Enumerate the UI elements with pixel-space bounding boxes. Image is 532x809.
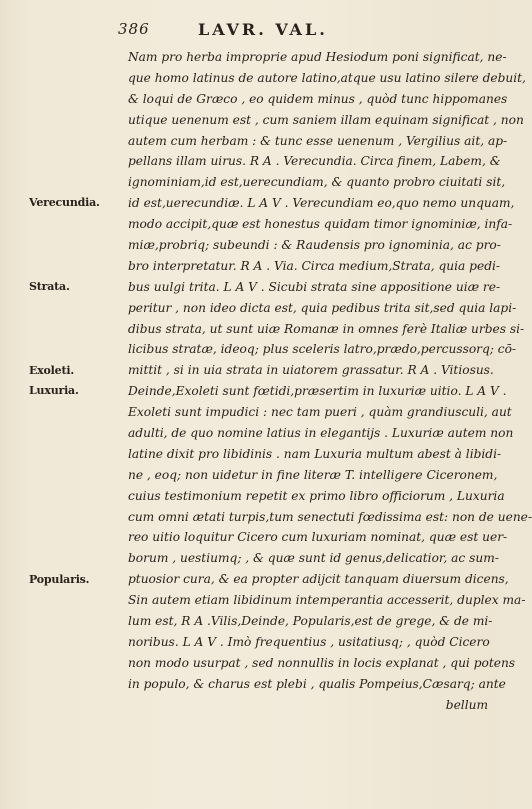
- margin-note: Verecundia.: [29, 196, 100, 210]
- text-line: adulti, de quo nomine latius in elegantijs . Luxuriæ autem non: [128, 426, 514, 441]
- text-line: autem cum herbam : & tunc esse uenenum , Vergilius ait, ap-: [128, 133, 508, 148]
- text-line: peritur , non ideo dicta est, quia pedibus trita sit,sed quia lapi-: [128, 300, 517, 315]
- text-line: modo accipit,quæ est honestus quidam timor ignominiæ, infa-: [128, 217, 513, 232]
- text-line: ptuosior cura, & ea propter adijcit tanquam diuersum dicens,: [128, 572, 509, 587]
- text-line: reo uitio loquitur Cicero cum luxuriam nominat, quæ est uer-: [128, 530, 508, 545]
- page-header: [118, 20, 488, 42]
- margin-note: Popularis.: [29, 572, 90, 586]
- text-line: bellum: [445, 697, 488, 712]
- text-line: lum est, R A .Vilis,Deinde, Popularis,est de grege, & de mi-: [128, 614, 493, 629]
- text-line: ne , eoq; non uidetur in fine literæ T. intelligere Ciceronem,: [128, 467, 498, 482]
- text-line: bus uulgi trita. L A V . Sicubi strata sine appositione uiæ re-: [128, 279, 501, 294]
- text-line: borum , uestiumq; , & quæ sunt id genus,delicatior, ac sum-: [128, 551, 499, 566]
- text-line: cum omni ætati turpis,tum senectuti fœdissima est: non de uene-: [128, 509, 532, 524]
- text-line: que homo latinus de autore latino,atque usu latino silere debuit,: [128, 70, 526, 85]
- page-number: 386: [118, 20, 150, 38]
- text-line: miæ,probriq; subeundi : & Raudensis pro ignominia, ac pro-: [128, 238, 501, 253]
- text-line: pellans illam uirus. R A . Verecundia. Circa finem, Labem, &: [128, 154, 501, 169]
- text-line: non modo usurpat , sed nonnullis in locis explanat , qui potens: [128, 655, 516, 670]
- text-line: id est,uerecundiæ. L A V . Verecundiam eo,quo nemo unquam,: [128, 196, 515, 211]
- text-line: mittit , si in uia strata in uiatorem grassatur. R A . Vitiosus.: [128, 363, 494, 378]
- text-line: in populo, & charus est plebi , qualis Pompeius,Cæsarq; ante: [128, 676, 506, 691]
- text-line: dibus strata, ut sunt uiæ Romanæ in omnes ferè Italiæ urbes si-: [128, 321, 525, 336]
- text-line: ignominiam,id est,uerecundiam, & quanto probro ciuitati sit,: [128, 175, 506, 190]
- text-line: Sin autem etiam libidinum intemperantia accesserit, duplex ma-: [128, 593, 526, 608]
- running-head: LAVR. VAL.: [198, 20, 328, 39]
- text-line: latine dixit pro libidinis . nam Luxuria multum abest à libidi-: [128, 446, 502, 461]
- text-line: licibus stratæ, ideoq; plus sceleris latro,prædo,percussorq; cō-: [128, 342, 517, 357]
- text-line: cuius testimonium repetit ex primo libro officiorum , Luxuria: [128, 488, 505, 503]
- margin-note: Exoleti.: [29, 363, 74, 377]
- text-line: & loqui de Græco , eo quidem minus , quòd tunc hippomanes: [128, 91, 508, 106]
- text-line: Nam pro herba improprie apud Hesiodum poni significat, ne-: [128, 50, 507, 64]
- body-text: [128, 47, 532, 716]
- text-line: utique uenenum est , cum saniem illam equinam significat , non: [128, 112, 524, 127]
- text-line: Exoleti sunt impudici : nec tam pueri , quàm grandiusculi, aut: [128, 405, 512, 420]
- text-line: bro interpretatur. R A . Via. Circa medium,Strata, quia pedi-: [128, 258, 501, 273]
- text-line: Deinde,Exoleti sunt fœtidi,præsertim in luxuriæ uitio. L A V .: [128, 384, 507, 399]
- margin-note: Strata.: [29, 279, 70, 293]
- text-line: noribus. L A V . Imò frequentius , usitatiusq; , quòd Cicero: [128, 634, 490, 649]
- margin-note: Luxuria.: [29, 384, 79, 398]
